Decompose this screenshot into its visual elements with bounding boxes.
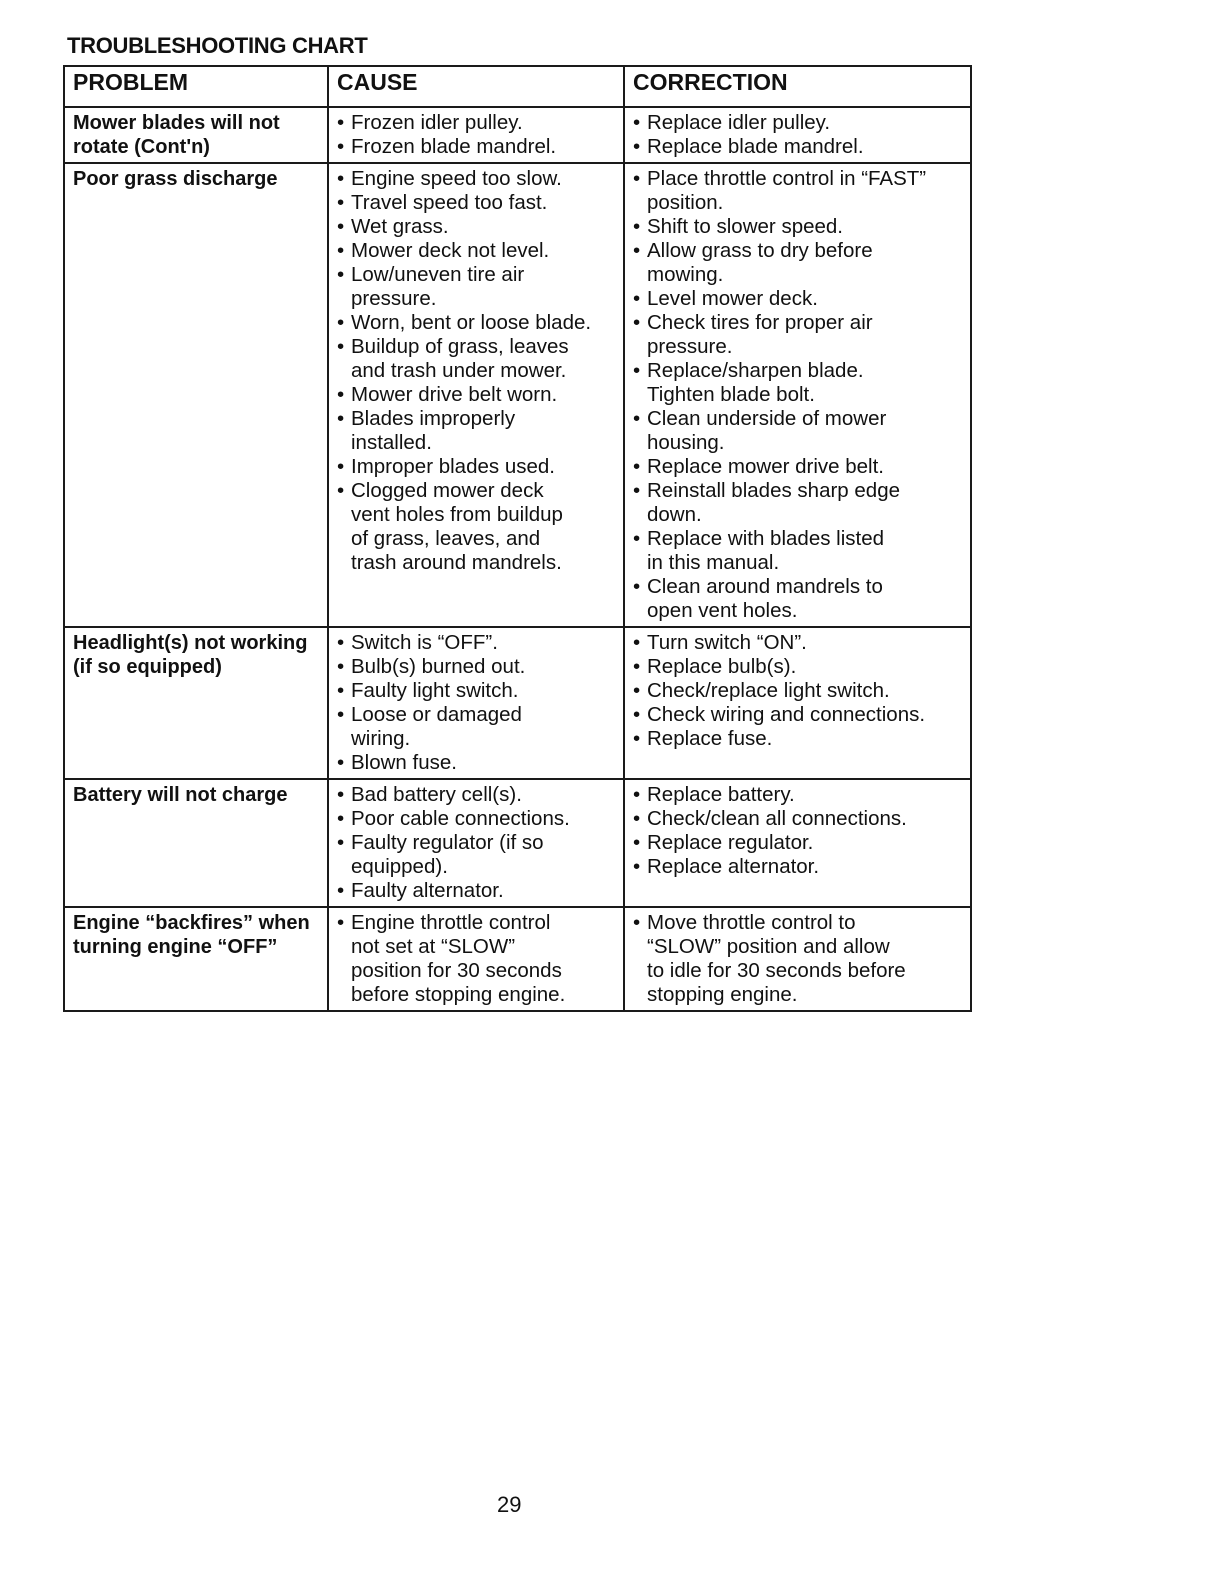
cause-item: • Faulty regulator (if so equipped). bbox=[337, 831, 617, 879]
cause-list bbox=[337, 111, 617, 159]
table-row bbox=[64, 163, 971, 627]
cause-cell bbox=[328, 907, 624, 1011]
correction-item: • Move throttle control to “SLOW” position and allow to idle for 30 seconds before stopping engine. bbox=[633, 911, 964, 1007]
correction-item: • Check/clean all connections. bbox=[633, 807, 964, 831]
correction-item: • Clean underside of mower housing. bbox=[633, 407, 964, 455]
correction-cell bbox=[624, 163, 971, 627]
table-body bbox=[64, 107, 971, 1011]
cause-item: • Worn, bent or loose blade. bbox=[337, 311, 617, 335]
correction-list bbox=[633, 167, 964, 623]
cause-item: • Wet grass. bbox=[337, 215, 617, 239]
header-correction: CORRECTION bbox=[624, 66, 971, 107]
correction-list bbox=[633, 631, 964, 751]
cause-list bbox=[337, 631, 617, 775]
cause-item: • Clogged mower deck vent holes from buildup of grass, leaves, and trash around mandrels. bbox=[337, 479, 617, 575]
correction-item: • Turn switch “ON”. bbox=[633, 631, 964, 655]
cause-item: • Mower deck not level. bbox=[337, 239, 617, 263]
troubleshooting-table bbox=[63, 65, 972, 1012]
correction-item: • Allow grass to dry before mowing. bbox=[633, 239, 964, 287]
correction-cell bbox=[624, 907, 971, 1011]
cause-item: • Bad battery cell(s). bbox=[337, 783, 617, 807]
problem-cell: Battery will not charge bbox=[64, 779, 328, 907]
table-row bbox=[64, 107, 971, 163]
cause-cell bbox=[328, 779, 624, 907]
cause-item: • Frozen idler pulley. bbox=[337, 111, 617, 135]
correction-item: • Replace/sharpen blade. Tighten blade bolt. bbox=[633, 359, 964, 407]
cause-item: • Faulty light switch. bbox=[337, 679, 617, 703]
cause-item: • Mower drive belt worn. bbox=[337, 383, 617, 407]
correction-item: • Reinstall blades sharp edge down. bbox=[633, 479, 964, 527]
correction-list bbox=[633, 111, 964, 159]
cause-item: • Switch is “OFF”. bbox=[337, 631, 617, 655]
problem-cell: Headlight(s) not working (if so equipped) bbox=[64, 627, 328, 779]
correction-item: • Replace bulb(s). bbox=[633, 655, 964, 679]
correction-item: • Replace with blades listed in this manual. bbox=[633, 527, 964, 575]
correction-cell bbox=[624, 107, 971, 163]
correction-item: • Level mower deck. bbox=[633, 287, 964, 311]
problem-cell: Mower blades will not rotate (Cont'n) bbox=[64, 107, 328, 163]
correction-item: • Replace mower drive belt. bbox=[633, 455, 964, 479]
correction-item: • Replace regulator. bbox=[633, 831, 964, 855]
cause-item: • Improper blades used. bbox=[337, 455, 617, 479]
cause-item: • Frozen blade mandrel. bbox=[337, 135, 617, 159]
problem-cell: Engine “backfires” when turning engine “OFF” bbox=[64, 907, 328, 1011]
correction-item: • Replace alternator. bbox=[633, 855, 964, 879]
header-problem: PROBLEM bbox=[64, 66, 328, 107]
correction-item: • Replace fuse. bbox=[633, 727, 964, 751]
correction-item: • Place throttle control in “FAST” position. bbox=[633, 167, 964, 215]
table-header-row bbox=[64, 66, 971, 107]
cause-item: • Buildup of grass, leaves and trash under mower. bbox=[337, 335, 617, 383]
table-row bbox=[64, 907, 971, 1011]
cause-item: • Faulty alternator. bbox=[337, 879, 617, 903]
correction-item: • Check/replace light switch. bbox=[633, 679, 964, 703]
cause-cell bbox=[328, 627, 624, 779]
correction-cell bbox=[624, 779, 971, 907]
correction-item: • Shift to slower speed. bbox=[633, 215, 964, 239]
correction-item: • Replace idler pulley. bbox=[633, 111, 964, 135]
cause-item: • Bulb(s) burned out. bbox=[337, 655, 617, 679]
cause-item: • Engine throttle control not set at “SLOW” position for 30 seconds before stopping engine. bbox=[337, 911, 617, 1007]
cause-list bbox=[337, 911, 617, 1007]
cause-item: • Engine speed too slow. bbox=[337, 167, 617, 191]
cause-item: • Poor cable connections. bbox=[337, 807, 617, 831]
table-row bbox=[64, 627, 971, 779]
cause-item: • Blades improperly installed. bbox=[337, 407, 617, 455]
correction-item: • Clean around mandrels to open vent holes. bbox=[633, 575, 964, 623]
header-cause: CAUSE bbox=[328, 66, 624, 107]
cause-item: • Travel speed too fast. bbox=[337, 191, 617, 215]
correction-item: • Check tires for proper air pressure. bbox=[633, 311, 964, 359]
chart-title: TROUBLESHOOTING CHART bbox=[67, 33, 368, 58]
correction-list bbox=[633, 783, 964, 879]
correction-cell bbox=[624, 627, 971, 779]
correction-item: • Check wiring and connections. bbox=[633, 703, 964, 727]
cause-list bbox=[337, 783, 617, 903]
cause-list bbox=[337, 167, 617, 575]
problem-cell: Poor grass discharge bbox=[64, 163, 328, 627]
page-number: 29 bbox=[497, 1492, 522, 1517]
cause-item: • Low/uneven tire air pressure. bbox=[337, 263, 617, 311]
table-row bbox=[64, 779, 971, 907]
correction-list bbox=[633, 911, 964, 1007]
cause-item: • Loose or damaged wiring. bbox=[337, 703, 617, 751]
correction-item: • Replace battery. bbox=[633, 783, 964, 807]
cause-item: • Blown fuse. bbox=[337, 751, 617, 775]
cause-cell bbox=[328, 163, 624, 627]
correction-item: • Replace blade mandrel. bbox=[633, 135, 964, 159]
cause-cell bbox=[328, 107, 624, 163]
